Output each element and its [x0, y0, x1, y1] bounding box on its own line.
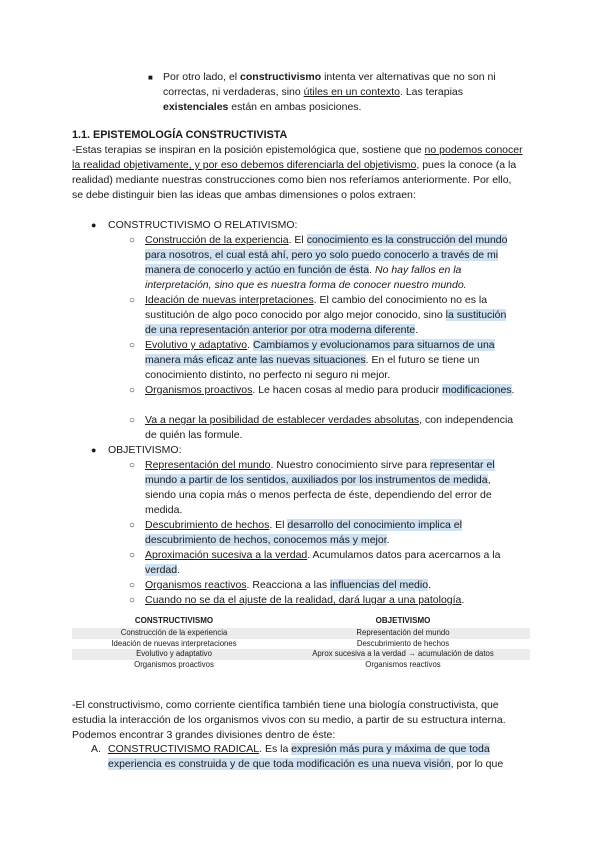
list-item: ○ Organismos reactivos. Reacciona a las influencias del medio. [129, 579, 431, 591]
list-item-constructivismo: ● CONSTRUCTIVISMO O RELATIVISMO: [91, 219, 298, 231]
table-cell: Organismos reactivos [365, 659, 441, 669]
table-cell: Descubrimiento de hechos [356, 638, 450, 648]
list-item-objetivismo: ● OBJETIVISMO: [91, 444, 182, 456]
table-row [72, 660, 530, 671]
table-header-cell: CONSTRUCTIVISMO [134, 616, 214, 625]
list-item: ○ Construcción de la experiencia. El conocimiento es la construcción del mundo para nosotros, el cual está ahí, pero yo solo puedo conocerlo a través de mi manera de conocerlo y actúo en función de ésta. No hay fallos en la interpretación, sino que es nuestra forma de conocer nuestro mundo. [129, 234, 508, 291]
comparison-table [72, 616, 530, 670]
bullet-circle-icon: ○ [129, 235, 136, 246]
bullet-circle-icon: ○ [129, 550, 136, 561]
list-item: ○ Cuando no se da el ajuste de la realidad, dará lugar a una patología. [129, 594, 465, 606]
bullet-circle-icon: ○ [129, 385, 136, 396]
table-row [72, 639, 530, 650]
table-cell: Evolutivo y adaptativo [136, 649, 212, 658]
bullet-dot-icon: ● [91, 445, 97, 455]
list-item: ○ Va a negar la posibilidad de establecer verdades absolutas, con independencia de quién las formule. [129, 414, 514, 441]
list-item-a: A. CONSTRUCTIVISMO RADICAL. Es la expresión más pura y máxima de que toda experiencia es construida y de que toda modificación es una nueva visión, por lo que [91, 743, 504, 770]
bullet-circle-icon: ○ [129, 415, 136, 426]
table-cell: Aprox sucesiva a la verdad → acumulación de datos [312, 649, 494, 658]
section-heading: 1.1. EPISTEMOLOGÍA CONSTRUCTIVISTA [72, 129, 288, 141]
table-row [72, 649, 530, 660]
bullet-circle-icon: ○ [129, 520, 136, 531]
table-cell: Organismos proactivos [134, 659, 214, 669]
list-label: A. [91, 743, 101, 755]
bullet-circle-icon: ○ [129, 580, 136, 591]
table-header-row [72, 616, 530, 628]
list-item: ○ Descubrimiento de hechos. El desarrollo del conocimiento implica el descubrimiento de hechos, conocemos más y mejor. [129, 519, 462, 546]
bullet-circle-icon: ○ [129, 595, 136, 606]
bullet-circle-icon: ○ [129, 340, 136, 351]
list-item: ○ Aproximación sucesiva a la verdad. Acumulamos datos para acercarnos a la verdad. [129, 549, 501, 576]
list-item: ○ Organismos proactivos. Le hacen cosas al medio para producir modificaciones. [129, 384, 515, 396]
closing-paragraph: -El constructivismo, como corriente científica también tiene una biología constructivista, que estudia la interacción de los organismos vivos con su medio, a partir de su estructura interna. Podemos encontrar 3 grandes divisiones dentro de éste: [72, 699, 506, 741]
square-bullet-item: ■ Por otro lado, el constructivismo intenta ver alternativas que no son ni correctas, ni verdaderas, sino útiles en un contexto. Las terapias existenciales están en ambas posiciones. [148, 71, 496, 113]
list-item: ○ Ideación de nuevas interpretaciones. El cambio del conocimiento no es la sustitución de algo poco conocido por algo mejor conocido, sino la sustitución de una representación anterior por otra moderna diferente. [129, 294, 507, 336]
table-cell: Construcción de la experiencia [120, 628, 228, 637]
bullet-circle-icon: ○ [129, 295, 136, 306]
list-item: ○ Representación del mundo. Nuestro conocimiento sirve para representar el mundo a partir de los sentidos, auxiliados por los instrumentos de medida, siendo una copia más o menos perfecta de éste, dependiendo del error de medida. [129, 459, 495, 516]
bullet-circle-icon: ○ [129, 460, 136, 471]
table-header-cell: OBJETIVISMO [375, 616, 431, 625]
table-cell: Ideación de nuevas interpretaciones [111, 638, 237, 648]
bullet-dot-icon: ● [91, 220, 97, 230]
table-row [72, 628, 530, 639]
square-bullet-icon: ■ [148, 73, 153, 82]
table-cell: Representación del mundo [356, 628, 450, 637]
list-item: ○ Evolutivo y adaptativo. Cambiamos y evolucionamos para situarnos de una manera más eficaz ante las nuevas situaciones. En el futuro se tiene un conocimiento distinto, no perfecto ni seguro ni mejor. [129, 339, 495, 381]
intro-paragraph: -Estas terapias se inspiran en la posición epistemológica que, sostiene que no podemos conocer la realidad objetivamente, y por eso debemos diferenciarla del objetivismo, pues la conoce (a la realidad) mediante nuestras construcciones como bien nos referíamos anteriormente. Por ello, se debe distinguir bien las ideas que ambas dimensiones o polos extraen: [72, 144, 523, 201]
